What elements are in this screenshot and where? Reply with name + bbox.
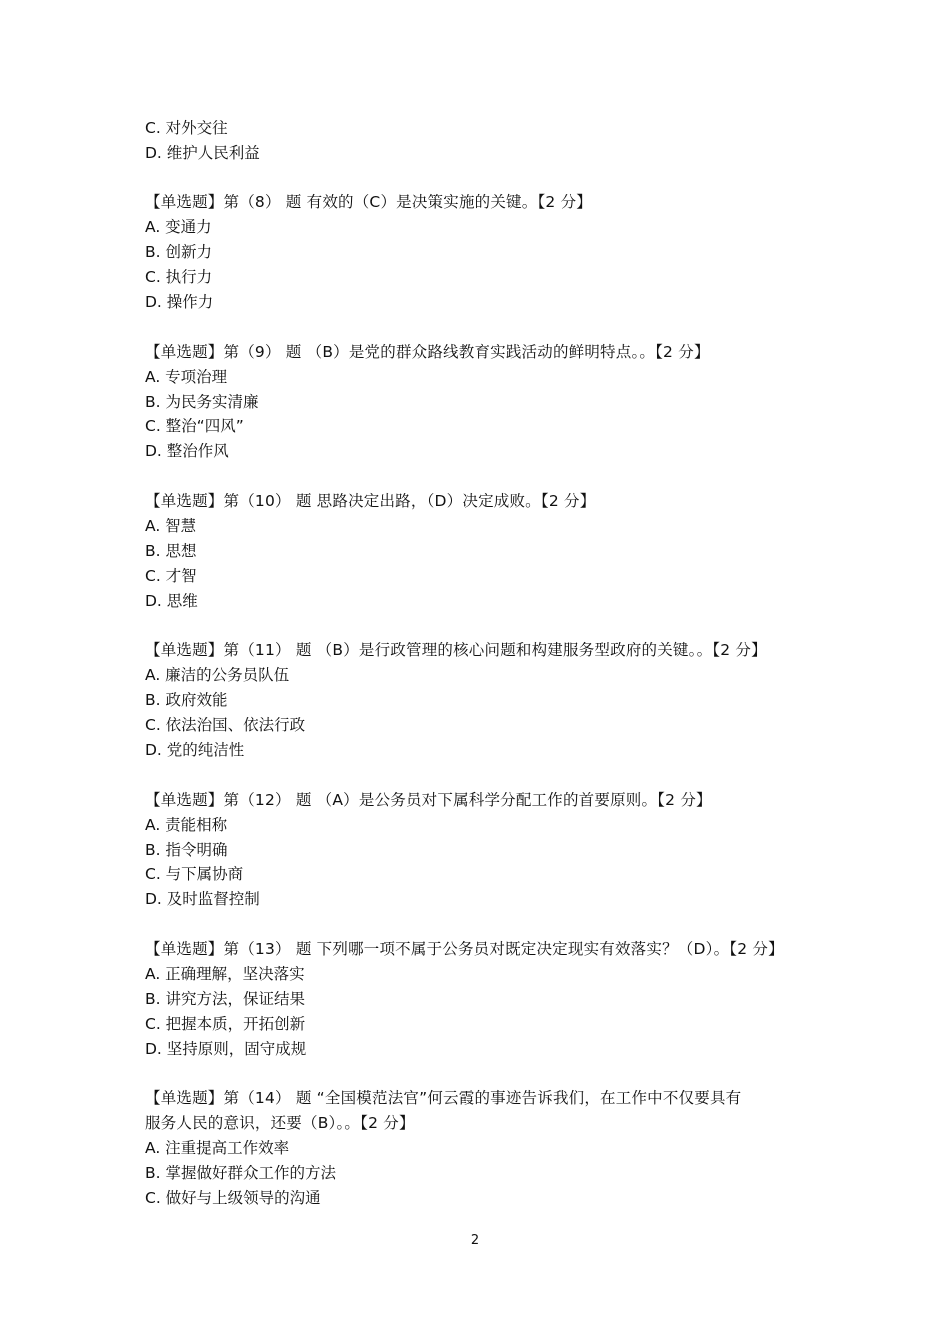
option-b: B. 为民务实清廉: [145, 393, 259, 411]
option-d: D. 整治作风: [145, 442, 229, 460]
option-b: B. 政府效能: [145, 691, 228, 709]
option-c: C. 把握本质，开拓创新: [145, 1015, 306, 1033]
option-a: A. 注重提高工作效率: [145, 1139, 290, 1157]
option-a: A. 正确理解，坚决落实: [145, 965, 305, 983]
question-14: 【单选题】第（14） 题 “全国模范法官”何云霞的事迹告诉我们，在工作中不仅要具有: [145, 1089, 742, 1107]
option-b: B. 掌握做好群众工作的方法: [145, 1164, 336, 1182]
option-c: C. 依法治国、依法行政: [145, 716, 306, 734]
option-c: C. 与下属协商: [145, 865, 244, 883]
page-number: 2: [470, 1233, 480, 1248]
option-d: D. 思维: [145, 592, 198, 610]
option-d: D. 维护人民利益: [145, 144, 260, 162]
option-a: A. 廉洁的公务员队伍: [145, 666, 290, 684]
option-a: A. 责能相称: [145, 816, 228, 834]
option-c: C. 整治“四风”: [145, 417, 244, 435]
option-b: B. 讲究方法，保证结果: [145, 990, 305, 1008]
option-c: C. 执行力: [145, 268, 213, 286]
option-a: A. 变通力: [145, 218, 212, 236]
option-b: B. 创新力: [145, 243, 212, 261]
option-d: D. 坚持原则，固守成规: [145, 1040, 307, 1058]
option-c: C. 做好与上级领导的沟通: [145, 1189, 321, 1207]
question-10: 【单选题】第（10） 题 思路决定出路，（D）决定成败。【2 分】: [145, 492, 596, 510]
option-c: C. 对外交往: [145, 119, 228, 137]
option-d: D. 操作力: [145, 293, 214, 311]
question-11: 【单选题】第（11） 题 （B）是行政管理的核心问题和构建服务型政府的关键。。【2 分】: [145, 641, 767, 659]
question-8: 【单选题】第（8） 题 有效的（C）是决策实施的关键。【2 分】: [145, 193, 592, 211]
question-14-continued: 服务人民的意识，还要（B）。。【2 分】: [145, 1114, 415, 1132]
option-a: A. 专项治理: [145, 368, 228, 386]
option-d: D. 及时监督控制: [145, 890, 260, 908]
question-12: 【单选题】第（12） 题 （A）是公务员对下属科学分配工作的首要原则。【2 分】: [145, 791, 712, 809]
option-a: A. 智慧: [145, 517, 197, 535]
option-b: B. 指令明确: [145, 841, 228, 859]
question-13: 【单选题】第（13） 题 下列哪一项不属于公务员对既定决定现实有效落实？（D）。【2 分】: [145, 940, 784, 958]
option-b: B. 思想: [145, 542, 197, 560]
option-c: C. 才智: [145, 567, 197, 585]
question-9: 【单选题】第（9） 题 （B）是党的群众路线教育实践活动的鲜明特点。。【2 分】: [145, 343, 710, 361]
option-d: D. 党的纯洁性: [145, 741, 245, 759]
